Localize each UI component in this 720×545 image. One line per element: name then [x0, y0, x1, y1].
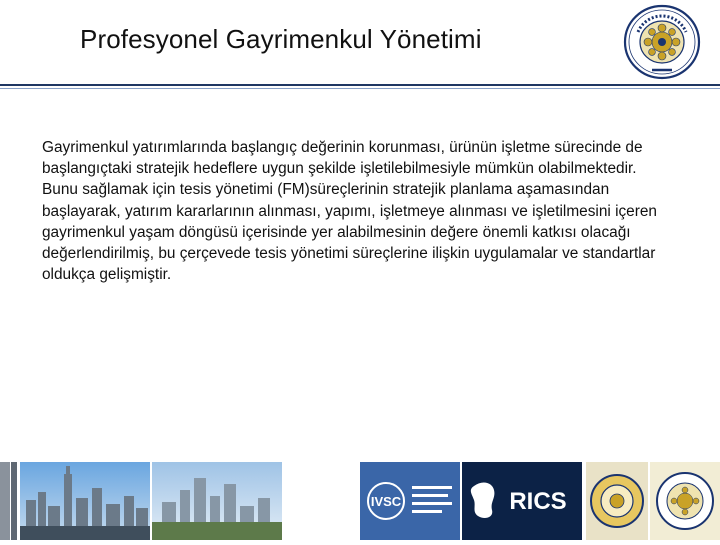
footer-accent-bar-dark: [11, 462, 17, 540]
rics-mark: RICS: [509, 488, 567, 515]
seal-icon: [586, 462, 648, 540]
header-divider: [0, 84, 720, 86]
skyline-photo: [20, 462, 150, 540]
footer-accent-bar: [0, 462, 10, 540]
footer-strip: [0, 462, 720, 540]
organization-seal-logo: [586, 462, 648, 540]
slide-title: Profesyonel Gayrimenkul Yönetimi: [80, 24, 482, 54]
header-divider-thin: [0, 88, 720, 89]
rics-lion-icon: [471, 483, 495, 518]
university-seal-logo: [622, 4, 702, 80]
rics-logo: [462, 462, 582, 540]
ivsc-logo: [360, 462, 460, 540]
university-seal-footer-logo: [650, 462, 720, 540]
ivsc-mark: IVSC: [370, 494, 402, 509]
university-seal-icon: [650, 462, 720, 540]
ivsc-emblem-icon: [360, 462, 460, 540]
body-paragraph: Gayrimenkul yatırımlarında başlangıç değerinin korunması, ürünün işletme sürecinde de başlangıçtaki stratejik hedeflere uygun şekilde işletilebilmesiyle mümkün olabilmektedir. Bunu sağlamak için tesis yönetimi (FM)süreçlerinin stratejik planlama aşamasından başlayarak, yatırım kararlarının alınması, yapımı, işletmeye alınması ve işletilmesini içeren gayrimenkul yaşam döngüsü içerisinde yer alabilmesinin değere önemli katkısı olacağı değerlendirilmiş, bu çerçevede tesis yönetimi süreçlerine ilişkin uygulamalar ve standartlar oldukça gelişmiştir.: [42, 139, 657, 284]
skyline-photo: [152, 462, 282, 540]
